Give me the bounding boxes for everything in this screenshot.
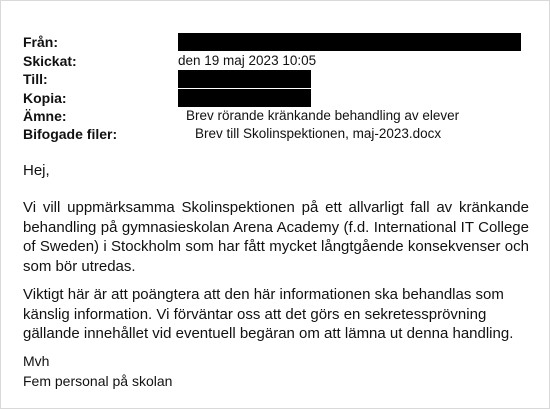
cc-label: Kopia: — [23, 90, 67, 106]
from-label: Från: — [23, 34, 58, 50]
paragraph-2: Viktigt här är att poängtera att den här informationen ska behandlas som känslig information. Vi förväntar oss att det görs en sekretessprövning gällande innehållet vid eventuell begäran om att lämna ut denna handling. — [23, 286, 514, 342]
sent-value: den 19 maj 2023 10:05 — [178, 53, 317, 68]
to-redaction — [178, 70, 311, 88]
subject-label: Ämne: — [23, 108, 67, 124]
signature: Fem personal på skolan — [23, 373, 173, 389]
attachments-label: Bifogade filer: — [23, 126, 118, 142]
closing: Mvh — [23, 353, 50, 369]
greeting: Hej, — [23, 162, 50, 179]
sent-label: Skickat: — [23, 53, 77, 69]
from-redaction — [178, 33, 521, 51]
cc-redaction — [178, 89, 311, 107]
attachments-value[interactable]: Brev till Skolinspektionen, maj-2023.docx — [195, 126, 442, 141]
subject-value: Brev rörande kränkande behandling av elever — [186, 108, 460, 123]
to-label: Till: — [23, 71, 48, 87]
paragraph-1: Vi vill uppmärksamma Skolinspektionen på ett allvarligt fall av kränkande behandling på gymnasieskolan Arena Academy (f.d. International IT College of Sweden) i Stockholm som har fått mycket långtgående konsekvenser och som bör utredas. — [23, 199, 529, 275]
